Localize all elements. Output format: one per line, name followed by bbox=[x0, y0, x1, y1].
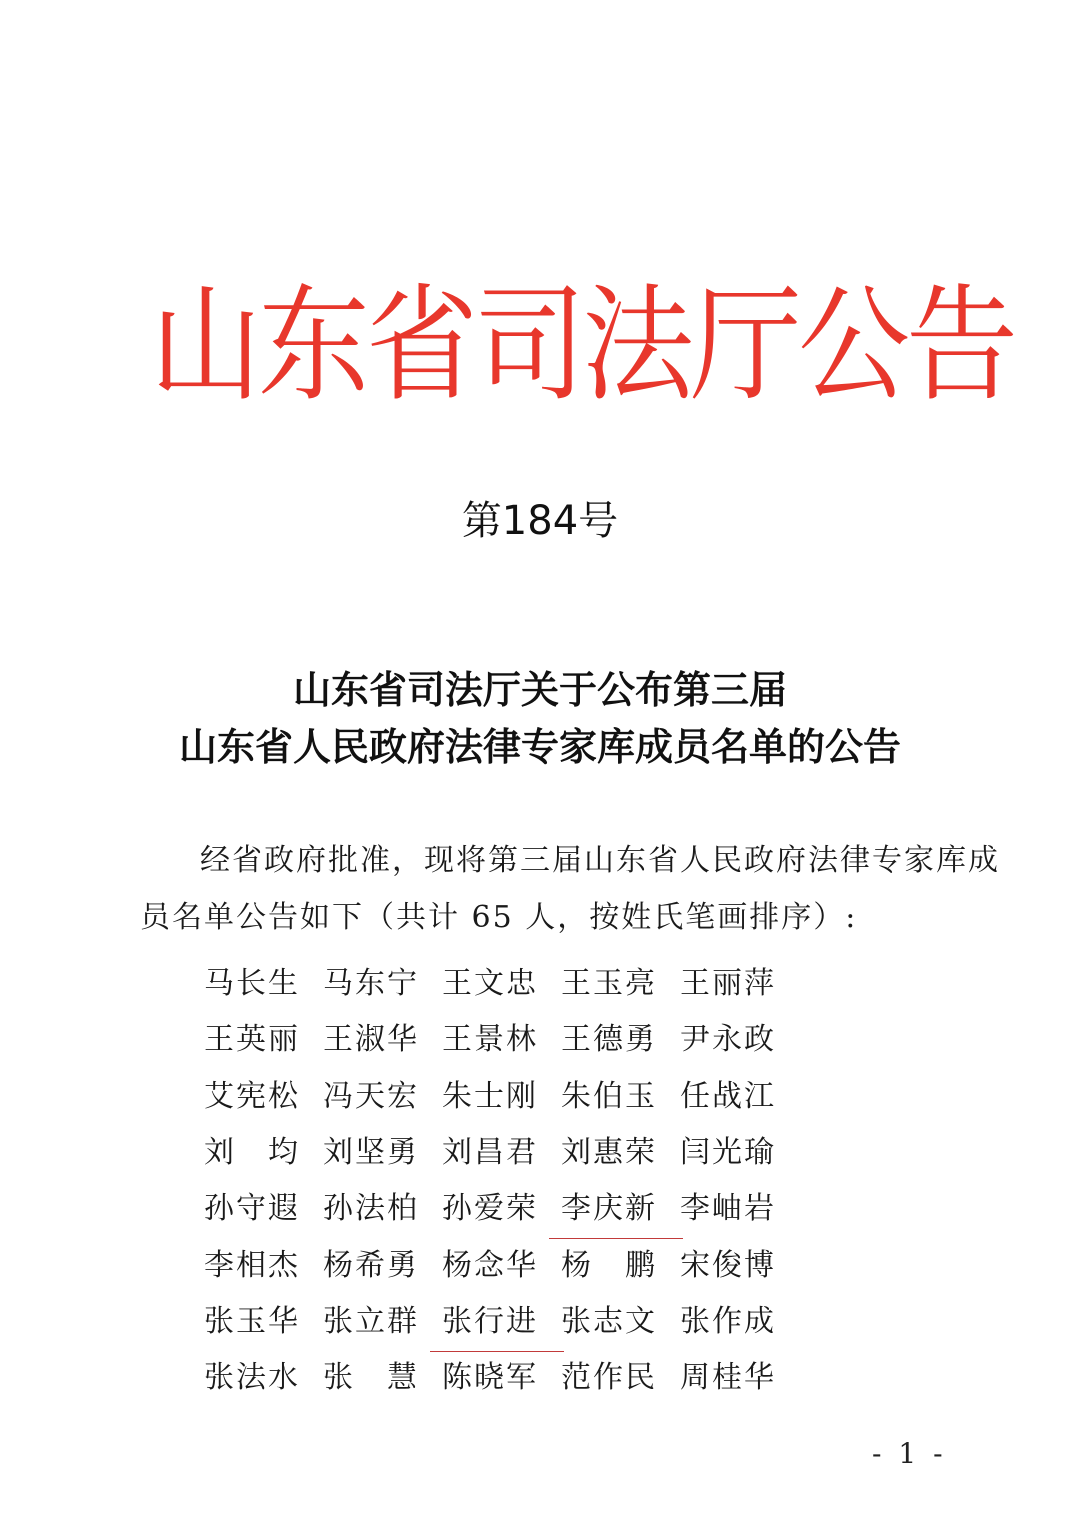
member-name: 张玉华 bbox=[204, 1303, 300, 1339]
member-name: 任战江 bbox=[680, 1078, 776, 1114]
member-name: 尹永政 bbox=[680, 1022, 776, 1058]
member-name: 杨念华 bbox=[442, 1247, 538, 1283]
member-name: 宋俊博 bbox=[680, 1247, 776, 1283]
member-name: 张作成 bbox=[680, 1303, 776, 1339]
announcement-title-line-2: 山东省人民政府法律专家库成员名单的公告 bbox=[178, 724, 901, 769]
member-name: 张行进 bbox=[442, 1300, 552, 1344]
member-name: 陈晓军 bbox=[442, 1360, 538, 1396]
member-name: 王德勇 bbox=[561, 1022, 657, 1058]
member-name: 杨希勇 bbox=[323, 1247, 419, 1283]
announcement-title-line-1: 山东省司法厅关于公布第三届 bbox=[292, 667, 787, 712]
member-name: 马东宁 bbox=[323, 966, 419, 1001]
member-name: 孙法柏 bbox=[323, 1191, 419, 1227]
member-name: 张志文 bbox=[561, 1303, 657, 1339]
member-name: 范作民 bbox=[561, 1360, 657, 1396]
member-name: 刘惠荣 bbox=[561, 1134, 657, 1170]
member-name: 王淑华 bbox=[323, 1022, 419, 1058]
member-name: 张法水 bbox=[204, 1360, 300, 1396]
member-name: 李相杰 bbox=[204, 1247, 300, 1283]
body-paragraph-line-2: 员名单公告如下（共计 65 人，按姓氏笔画排序）: bbox=[140, 900, 858, 935]
document-number: 第184号 bbox=[461, 498, 619, 544]
member-name: 王英丽 bbox=[204, 1022, 300, 1058]
member-name: 张立群 bbox=[323, 1303, 419, 1339]
member-name: 马长生 bbox=[204, 966, 300, 1001]
page-number: - 1 - bbox=[872, 1437, 947, 1470]
member-name: 刘坚勇 bbox=[323, 1134, 419, 1170]
member-name: 朱伯玉 bbox=[561, 1078, 657, 1114]
member-name: 刘昌君 bbox=[442, 1134, 538, 1170]
member-name: 朱士刚 bbox=[442, 1078, 538, 1114]
member-name: 李庆新 bbox=[561, 1187, 671, 1231]
member-name: 王景林 bbox=[442, 1022, 538, 1058]
member-name: 王丽萍 bbox=[680, 966, 776, 1001]
member-name: 孙守遐 bbox=[204, 1191, 300, 1227]
document-header-title: 山东省司法厅公告 bbox=[150, 273, 1014, 419]
member-name: 王玉亮 bbox=[561, 966, 657, 1001]
member-name: 孙爱荣 bbox=[442, 1191, 538, 1227]
member-name: 刘 均 bbox=[204, 1134, 300, 1170]
member-name: 杨 鹏 bbox=[561, 1247, 657, 1283]
member-name: 李岫岩 bbox=[680, 1191, 776, 1227]
member-name: 闫光瑜 bbox=[680, 1134, 776, 1170]
member-name: 周桂华 bbox=[680, 1360, 776, 1396]
member-name: 艾宪松 bbox=[204, 1078, 300, 1114]
body-paragraph-line-1: 经省政府批准，现将第三届山东省人民政府法律专家库成 bbox=[200, 843, 1000, 878]
member-name: 张 慧 bbox=[323, 1360, 419, 1396]
member-name: 冯天宏 bbox=[323, 1078, 419, 1114]
member-name: 王文忠 bbox=[442, 966, 538, 1001]
